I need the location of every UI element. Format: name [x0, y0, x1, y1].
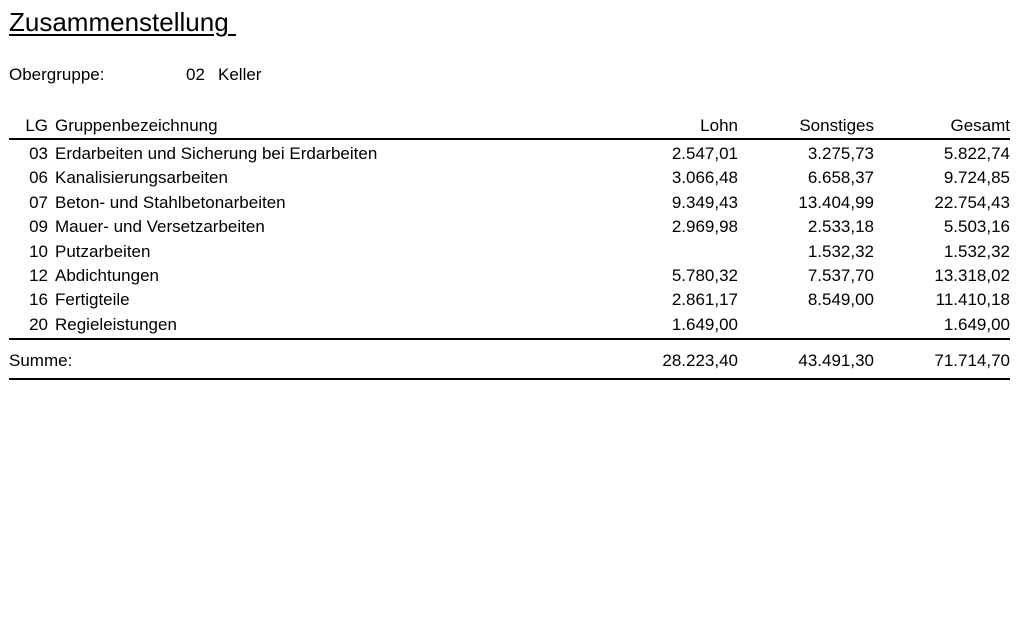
- row-lohn: 5.780,32: [671, 266, 738, 285]
- table-row: [0, 264, 1024, 288]
- sum-row: [0, 349, 1024, 373]
- sum-label: Summe:: [9, 351, 73, 370]
- table-row: [0, 215, 1024, 239]
- row-sonstiges: 13.404,99: [798, 192, 874, 212]
- row-gesamt: 22.754,43: [934, 192, 1010, 212]
- sum-sonstiges: 43.491,30: [798, 351, 874, 370]
- row-bezeichnung: Beton- und Stahlbetonarbeiten: [55, 192, 286, 212]
- row-lohn: 3.066,48: [671, 168, 738, 188]
- row-gesamt: 1.532,32: [943, 241, 1010, 261]
- row-lohn: 2.969,98: [671, 217, 738, 237]
- header-gesamt: Gesamt: [950, 116, 1010, 135]
- row-gesamt: 13.318,02: [934, 266, 1010, 285]
- obergruppe-label: Obergruppe:: [9, 65, 105, 84]
- row-bezeichnung: Erdarbeiten und Sicherung bei Erdarbeiten: [55, 144, 378, 163]
- header-bezeichnung: Gruppenbezeichnung: [55, 116, 218, 135]
- header-sonstiges: Sonstiges: [799, 116, 874, 135]
- bottom-divider: [9, 378, 1010, 380]
- row-lg: 10: [29, 241, 48, 261]
- row-lg: 16: [29, 290, 48, 310]
- table-row: [0, 191, 1024, 215]
- table-row: [0, 313, 1024, 337]
- row-bezeichnung: Fertigteile: [55, 290, 130, 310]
- row-bezeichnung: Putzarbeiten: [55, 241, 151, 261]
- row-sonstiges: 6.658,37: [807, 168, 874, 188]
- row-sonstiges: 3.275,73: [807, 144, 874, 163]
- row-lohn: 2.861,17: [671, 290, 738, 310]
- obergruppe-code: 02: [186, 65, 205, 84]
- row-lohn: 2.547,01: [671, 144, 738, 163]
- row-sonstiges: 1.532,32: [807, 241, 874, 261]
- table-row: [0, 288, 1024, 312]
- header-lg: LG: [25, 116, 48, 135]
- row-bezeichnung: Regieleistungen: [55, 314, 177, 334]
- row-lg: 12: [29, 266, 48, 285]
- row-gesamt: 5.503,16: [943, 217, 1010, 237]
- header-lohn: Lohn: [700, 116, 738, 135]
- row-sonstiges: 8.549,00: [807, 290, 874, 310]
- row-gesamt: 5.822,74: [943, 144, 1010, 163]
- sum-lohn: 28.223,40: [662, 351, 738, 370]
- row-gesamt: 9.724,85: [943, 168, 1010, 188]
- row-gesamt: 1.649,00: [943, 314, 1010, 334]
- row-sonstiges: 2.533,18: [807, 217, 874, 237]
- row-lg: 07: [29, 192, 48, 212]
- sum-divider: [9, 338, 1010, 340]
- row-bezeichnung: Mauer- und Versetzarbeiten: [55, 217, 265, 237]
- obergruppe-name: Keller: [218, 65, 262, 84]
- row-bezeichnung: Kanalisierungsarbeiten: [55, 168, 228, 188]
- page-title: Zusammenstellung: [9, 7, 236, 37]
- row-lg: 09: [29, 217, 48, 237]
- row-gesamt: 11.410,18: [935, 290, 1010, 310]
- header-divider: [9, 138, 1010, 140]
- table-row: [0, 166, 1024, 190]
- table-row: [0, 240, 1024, 264]
- row-lg: 20: [29, 314, 48, 334]
- sum-gesamt: 71.714,70: [934, 351, 1010, 370]
- table-row: [0, 142, 1024, 166]
- row-bezeichnung: Abdichtungen: [55, 266, 159, 285]
- row-lg: 03: [29, 144, 48, 163]
- row-lohn: 9.349,43: [671, 192, 738, 212]
- row-lg: 06: [29, 168, 48, 188]
- row-sonstiges: 7.537,70: [807, 266, 874, 285]
- table-header: [0, 114, 1024, 138]
- row-lohn: 1.649,00: [671, 314, 738, 334]
